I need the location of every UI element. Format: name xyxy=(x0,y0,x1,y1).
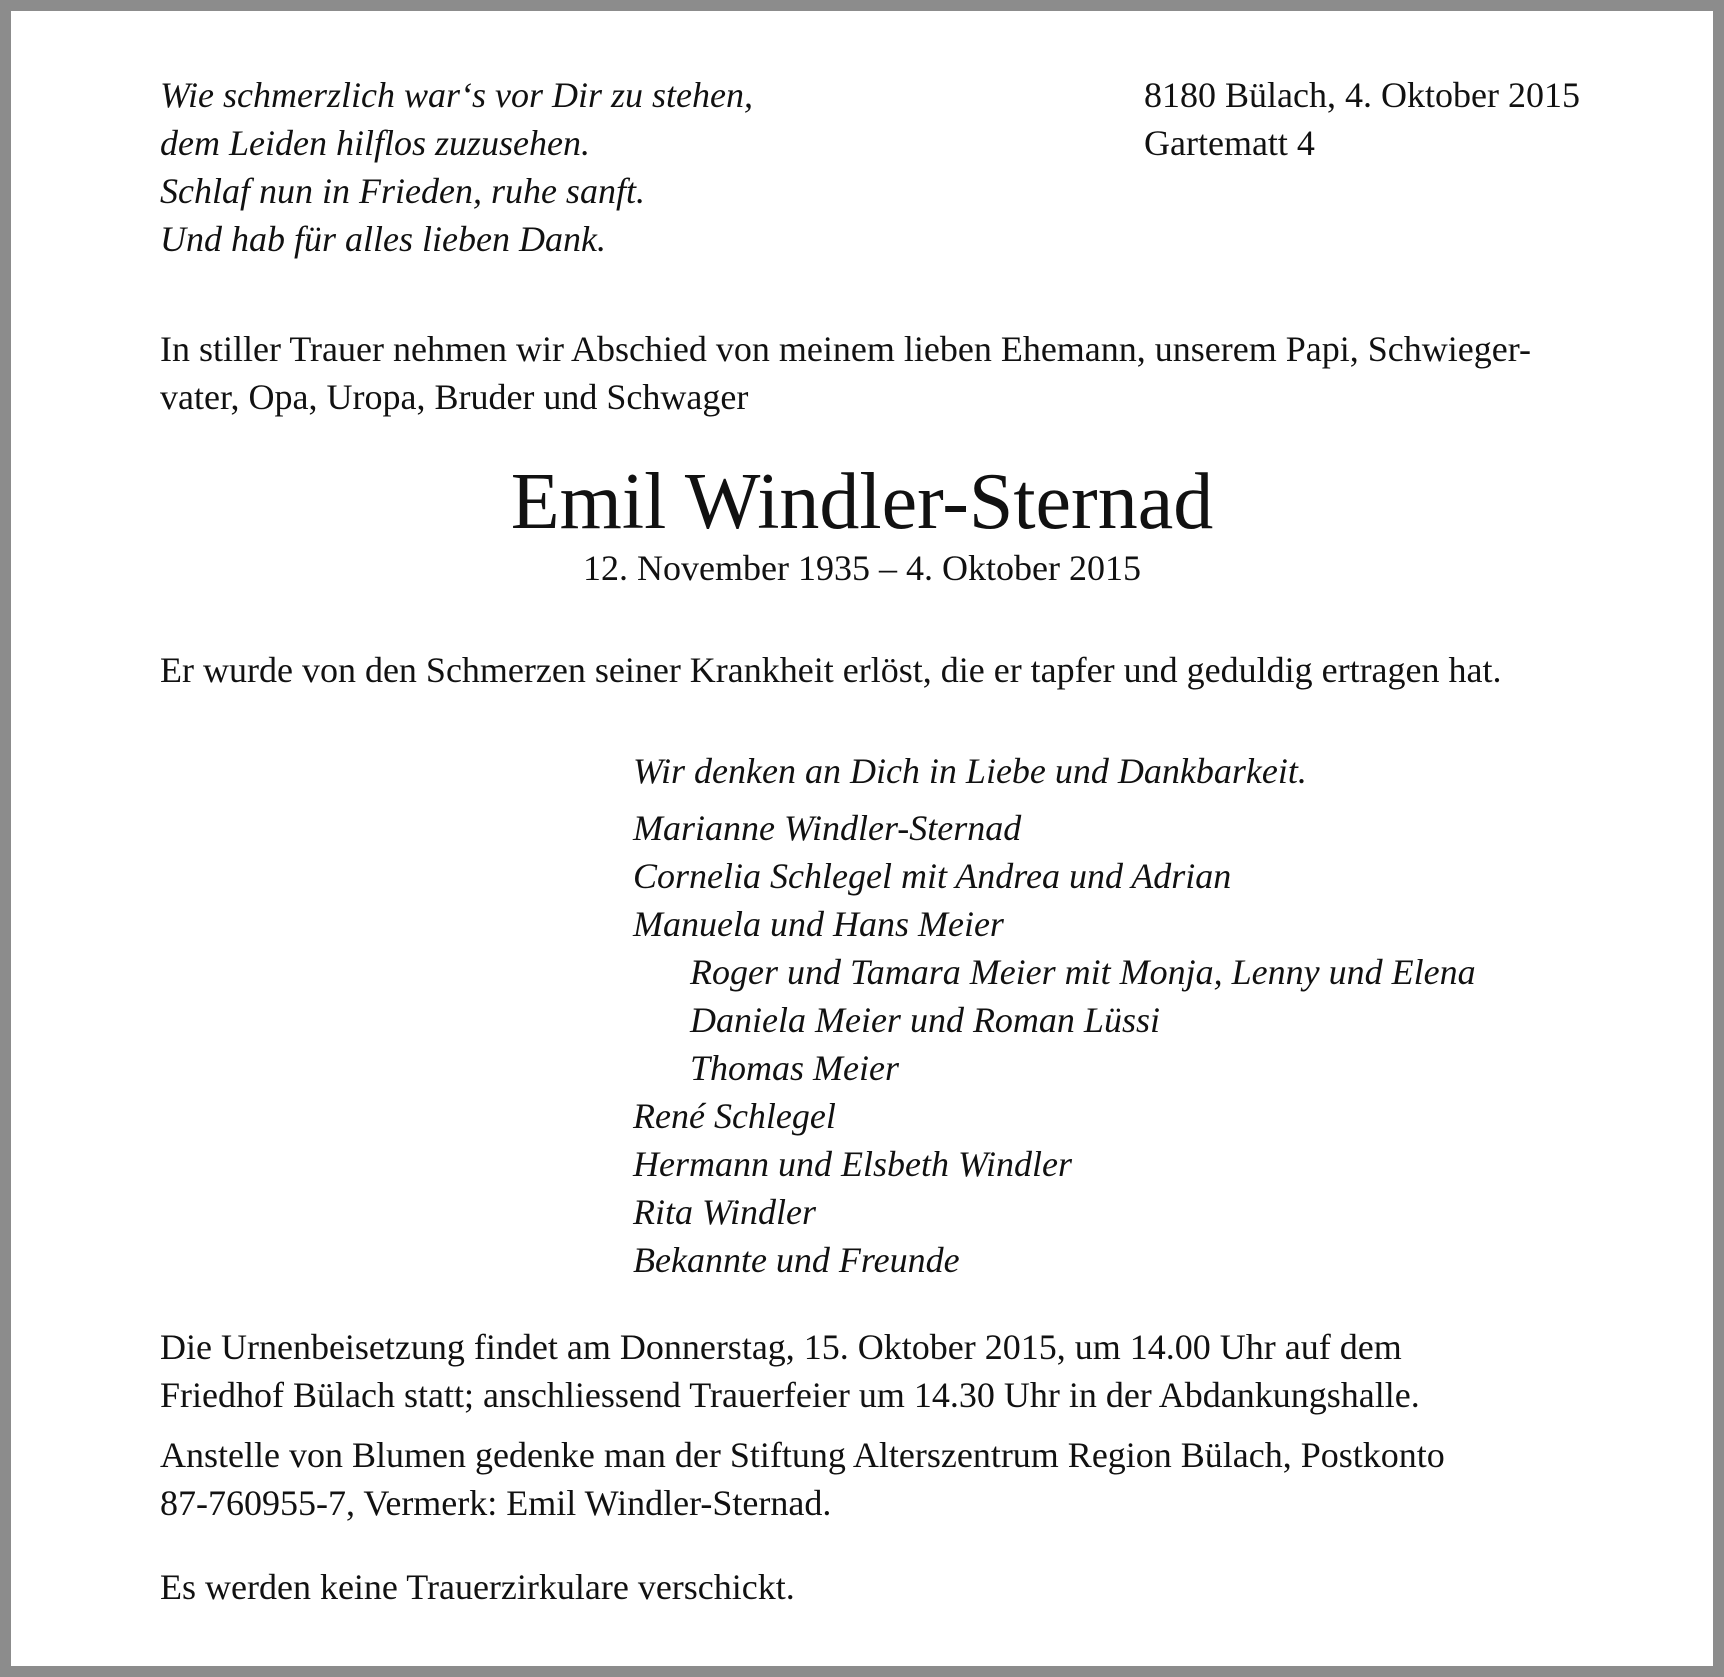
family-member: Bekannte und Freunde xyxy=(633,1240,960,1280)
intro-line: In stiller Trauer nehmen wir Abschied von meinem lieben Ehemann, unserem Papi, Schwieger- xyxy=(160,329,1531,369)
family-member: René Schlegel xyxy=(633,1096,836,1136)
family-member: Cornelia Schlegel mit Andrea und Adrian xyxy=(633,856,1232,896)
family-member: Rita Windler xyxy=(633,1192,816,1232)
family-member: Manuela und Hans Meier xyxy=(633,904,1004,944)
family-member: Daniela Meier und Roman Lüssi xyxy=(690,1000,1160,1040)
family-member: Hermann und Elsbeth Windler xyxy=(633,1144,1072,1184)
funeral-line: Die Urnenbeisetzung findet am Donnerstag, 15. Oktober 2015, um 14.00 Uhr auf dem xyxy=(160,1327,1402,1367)
donation-line: Anstelle von Blumen gedenke man der Stiftung Alterszentrum Region Bülach, Postkonto xyxy=(160,1435,1445,1475)
obituary-notice xyxy=(11,11,1713,1666)
address-block xyxy=(1144,71,1580,167)
street-address: Gartematt 4 xyxy=(1144,123,1315,163)
relief-text: Er wurde von den Schmerzen seiner Krankheit erlöst, die er tapfer und geduldig ertragen hat. xyxy=(160,650,1502,690)
sentiment-line: Wir denken an Dich in Liebe und Dankbarkeit. xyxy=(633,751,1307,791)
poem xyxy=(160,71,753,263)
funeral-line: Friedhof Bülach statt; anschliessend Trauerfeier um 14.30 Uhr in der Abdankungshalle. xyxy=(160,1375,1420,1415)
life-dates: 12. November 1935 – 4. Oktober 2015 xyxy=(583,548,1141,588)
funeral-info xyxy=(160,1323,1420,1419)
family-member: Thomas Meier xyxy=(690,1048,899,1088)
poem-line: dem Leiden hilflos zuzusehen. xyxy=(160,123,590,163)
donation-info xyxy=(160,1431,1445,1527)
poem-line: Wie schmerzlich war‘s vor Dir zu stehen, xyxy=(160,75,753,115)
closing-note: Es werden keine Trauerzirkulare verschickt. xyxy=(160,1567,795,1607)
donation-line: 87-760955-7, Vermerk: Emil Windler-Sternad. xyxy=(160,1483,832,1523)
poem-line: Schlaf nun in Frieden, ruhe sanft. xyxy=(160,171,645,211)
place-date: 8180 Bülach, 4. Oktober 2015 xyxy=(1144,75,1580,115)
intro-text xyxy=(160,325,1531,421)
deceased-name: Emil Windler-Sternad xyxy=(510,458,1214,546)
poem-line: Und hab für alles lieben Dank. xyxy=(160,219,606,259)
intro-line: vater, Opa, Uropa, Bruder und Schwager xyxy=(160,377,749,417)
family-signatures xyxy=(633,747,1476,1284)
family-member: Roger und Tamara Meier mit Monja, Lenny und Elena xyxy=(690,952,1476,992)
family-member: Marianne Windler-Sternad xyxy=(633,808,1022,848)
